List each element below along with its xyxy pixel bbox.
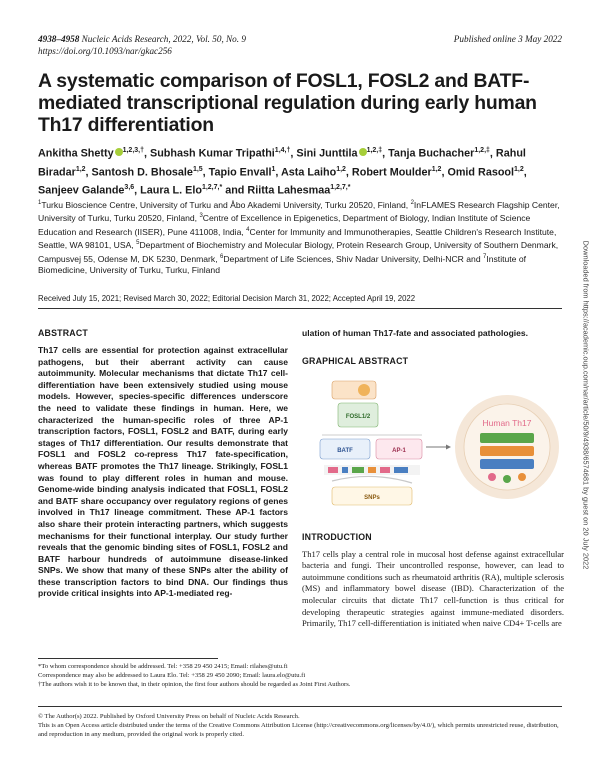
author-affiliation-marker: 1,2 bbox=[514, 165, 524, 173]
corresponding-author-2: Correspondence may also be addressed to Laura Elo. Tel: +358 29 450 2090; Email: laura.elo@utu.fi bbox=[38, 672, 306, 679]
author-name: Sanjeev Galande bbox=[38, 184, 125, 197]
author-name: Laura L. Elo bbox=[140, 184, 202, 197]
author-name: Asta Laiho bbox=[280, 166, 337, 179]
published-date: Published online 3 May 2022 bbox=[453, 34, 562, 44]
label-batf: BATF bbox=[337, 447, 353, 454]
author-list: Ankitha Shetty $^{1,2,3,\dagger}$, Subhash Kumar Tripathi$^{1,4,\dagger}$, Sini Junttila $^{1,2,\ddagger}$, Tanja Buchacher$^{1,2,\ddagger}$, Rahul Biradar$^{1,2}$, Santosh D. Bhosale$^{1,5}$, Tapio Envall$^1$, Asta Laiho$^{1,2}$, Robert Moulder$^{1,2}$, Omid Rasool$^{1,2}$, Sanjeev Galande$^{3,6}$, Laura L. Elo$^{1,2,7,*}$ and Riitta Lahesmaa$^{1,2,7,*}$ bbox=[38, 147, 527, 197]
introduction-text: Th17 cells play a central role in mucosal host defense against extracellular bacteria and fungi. Their uncontrolled response, however, can lead to autoimmune conditions such as rheumatoid arthritis (RA), multiple sclerosis (MS) and inflammatory bowel disease (IBD). Characterization of the molecular circuits that dictate Th17 cell-function is thus critical for developing therapeutic strategies against immune-mediated disorders. Primarily, Th17 cell-differentiation is initiated when naive CD4+ T-cells are bbox=[302, 548, 564, 629]
th17-circle bbox=[455, 395, 559, 499]
author-affiliation-marker: 3,6 bbox=[124, 184, 135, 192]
author-affiliation-marker: 1 bbox=[271, 165, 276, 173]
abstract-heading: ABSTRACT bbox=[38, 328, 88, 338]
introduction-heading: INTRODUCTION bbox=[302, 531, 372, 542]
affiliation-text: Department of Biochemistry and Molecular Biology, Protein Research Group, University of Southern Denmark, Campusvej 55, Odense M, DK 5230, Denmark, bbox=[38, 240, 559, 264]
affiliation-number: 2 bbox=[410, 200, 414, 206]
affiliation-text: Department of Life Sciences, Shiv Nadar University, Delhi-NCR and bbox=[223, 253, 483, 264]
affiliation-number: 7 bbox=[483, 253, 487, 260]
author-name: Omid Rasool bbox=[447, 166, 515, 179]
author-affiliation-marker: 1,2,‡ bbox=[366, 147, 383, 154]
corresponding-author-1: *To whom correspondence should be addressed. Tel: +358 29 450 2415; Email: rilahes@utu.fi bbox=[38, 663, 288, 670]
license-text: This is an Open Access article distributed under the terms of the Creative Commons Attribution License (http://creativecommons.org/licenses/by/4.0/), which permits unrestricted reuse, distribution, and reproduction in any medium, provided the original work is properly cited. bbox=[38, 722, 559, 738]
label-human-th17: Human Th17 bbox=[482, 417, 532, 428]
label-ap1: AP-1 bbox=[392, 447, 406, 454]
download-sidebar bbox=[580, 215, 592, 595]
author-name: Tanja Buchacher bbox=[388, 147, 475, 160]
author-affiliation-marker: 1,2,3,† bbox=[122, 147, 145, 154]
affiliation-text: Institute of Biomedicine, University of Turku, Turku, Finland bbox=[38, 253, 526, 276]
author-affiliation-marker: 1,5 bbox=[192, 165, 203, 173]
download-notice[interactable]: Downloaded from https://academic.oup.com/nar/article/50/9/4938/6574681 by guest on 20 July 2022 bbox=[581, 240, 591, 570]
author-affiliation-marker: 1,2 bbox=[75, 165, 86, 173]
running-header bbox=[38, 33, 562, 57]
divider bbox=[38, 308, 562, 309]
affiliation-number: 6 bbox=[219, 253, 224, 260]
graphical-abstract-svg bbox=[302, 373, 564, 518]
affiliation-number: 3 bbox=[199, 213, 203, 220]
copyright-notice bbox=[38, 712, 562, 739]
affiliation-number: 1 bbox=[38, 200, 42, 206]
author-name: Tapio Envall bbox=[208, 166, 272, 179]
author-affiliation-marker: 1,2 bbox=[431, 165, 442, 173]
author-conjunction: and bbox=[222, 184, 248, 197]
label-snp: SNPs bbox=[364, 494, 380, 501]
graphical-abstract-heading: GRAPHICAL ABSTRACT bbox=[302, 355, 409, 366]
affiliation-text: Center for Immunity and Immunotherapies, Seattle Children's Research Institute, Seattle, WA 98101, USA, bbox=[38, 226, 557, 251]
graphical-abstract-figure bbox=[302, 373, 564, 518]
affiliation-text: InFLAMES Research Flagship Center, University of Turku, Turku 20520, Finland, bbox=[38, 199, 560, 224]
author-name: Ankitha Shetty bbox=[38, 147, 114, 160]
submission-dates: Received July 15, 2021; Revised March 30, 2022; Editorial Decision March 31, 2022; Accepted April 19, 2022 bbox=[38, 294, 416, 303]
author-affiliation-marker: 1,2,7,* bbox=[201, 184, 223, 192]
abstract-text: Th17 cells are essential for protection against extracellular pathogens, but their aberrant activity can cause autoimmunity. Molecular mechanisms that dictate Th17 cell-differentiation have been extensively studied using mouse models. However, species-specific differences underscore the need to validate these findings in human. Here, we characterized the human-specific roles of three AP-1 transcription factors, FOSL1, FOSL2 and BATF, during early stages of Th17 differentiation. Our results demonstrate that FOSL1 and FOSL2 co-repress Th17 fate-specification, whereas BATF promotes the Th17 lineage. Strikingly, FOSL1 was found to play different roles in human and mouse. Genome-wide binding analysis indicated that FOSL1, FOSL2 and BATF share occupancy over regulatory regions of genes involved in Th17 lineage commitment. These AP-1 factors also share their protein interacting partners, which suggests mechanisms for their functional interplay. Our study further reveals that the genomic binding sites of FOSL1, FOSL2 and BATF harbour hundreds of autoimmune disease-linked SNPs. We show that many of these SNPs alter the ability of these transcription factors to bind DNA. Our findings thus provide critical insights into AP-1-mediated reg- bbox=[38, 345, 288, 599]
footnotes bbox=[38, 662, 562, 689]
abstract-column bbox=[38, 328, 288, 600]
affiliations bbox=[38, 198, 563, 277]
author-name: Riitta Lahesmaa bbox=[247, 184, 331, 197]
page-range: 4938–4958 bbox=[38, 34, 80, 44]
orcid-icon[interactable] bbox=[359, 148, 367, 156]
copyright-line: © The Author(s) 2022. Published by Oxford University Press on behalf of Nucleic Acids Research. bbox=[38, 713, 300, 720]
author-name: Santosh D. Bhosale bbox=[91, 166, 193, 179]
joint-first-author-note: †The authors wish it to be known that, in their opinion, the first four authors should be regarded as Joint First Authors. bbox=[38, 681, 351, 688]
author-name: Rahul Biradar bbox=[38, 147, 526, 179]
author-affiliation-marker: 1,2,7,* bbox=[330, 184, 351, 192]
author-affiliation-marker: 1,2,‡ bbox=[474, 147, 490, 154]
affiliation-text: Centre of Excellence in Epigenetics, Department of Biology, Indian Institute of Science Education and Research (IISER), Pune 411008, India, bbox=[38, 213, 531, 237]
author-affiliation-marker: 1,4,† bbox=[274, 147, 291, 154]
affiliation-text: Turku Bioscience Centre, University of Turku and Åbo Akademi University, Turku 20520, Finland, bbox=[41, 199, 411, 210]
article-title: A systematic comparison of FOSL1, FOSL2 and BATF-mediated transcriptional regulation during early human Th17 differentiation bbox=[38, 70, 537, 136]
orcid-icon[interactable] bbox=[115, 148, 123, 156]
doi-link[interactable]: https://doi.org/10.1093/nar/gkac256 bbox=[38, 46, 172, 56]
footnote-divider bbox=[38, 658, 218, 659]
affiliation-number: 5 bbox=[136, 240, 140, 247]
affiliation-number: 4 bbox=[246, 226, 250, 233]
author-name: Robert Moulder bbox=[351, 166, 432, 179]
journal-citation: Nucleic Acids Research, 2022, Vol. 50, No. 9 bbox=[81, 34, 246, 44]
author-affiliation-marker: 1,2 bbox=[336, 165, 346, 173]
abstract-continuation: ulation of human Th17-fate and associated pathologies. bbox=[302, 328, 529, 338]
author-name: Sini Junttila bbox=[296, 147, 358, 160]
author-name: Subhash Kumar Tripathi bbox=[150, 147, 275, 160]
right-column bbox=[302, 328, 564, 630]
label-fosl: FOSL1/2 bbox=[345, 413, 371, 420]
cell-schematic bbox=[320, 381, 422, 505]
copyright-divider bbox=[38, 706, 562, 707]
